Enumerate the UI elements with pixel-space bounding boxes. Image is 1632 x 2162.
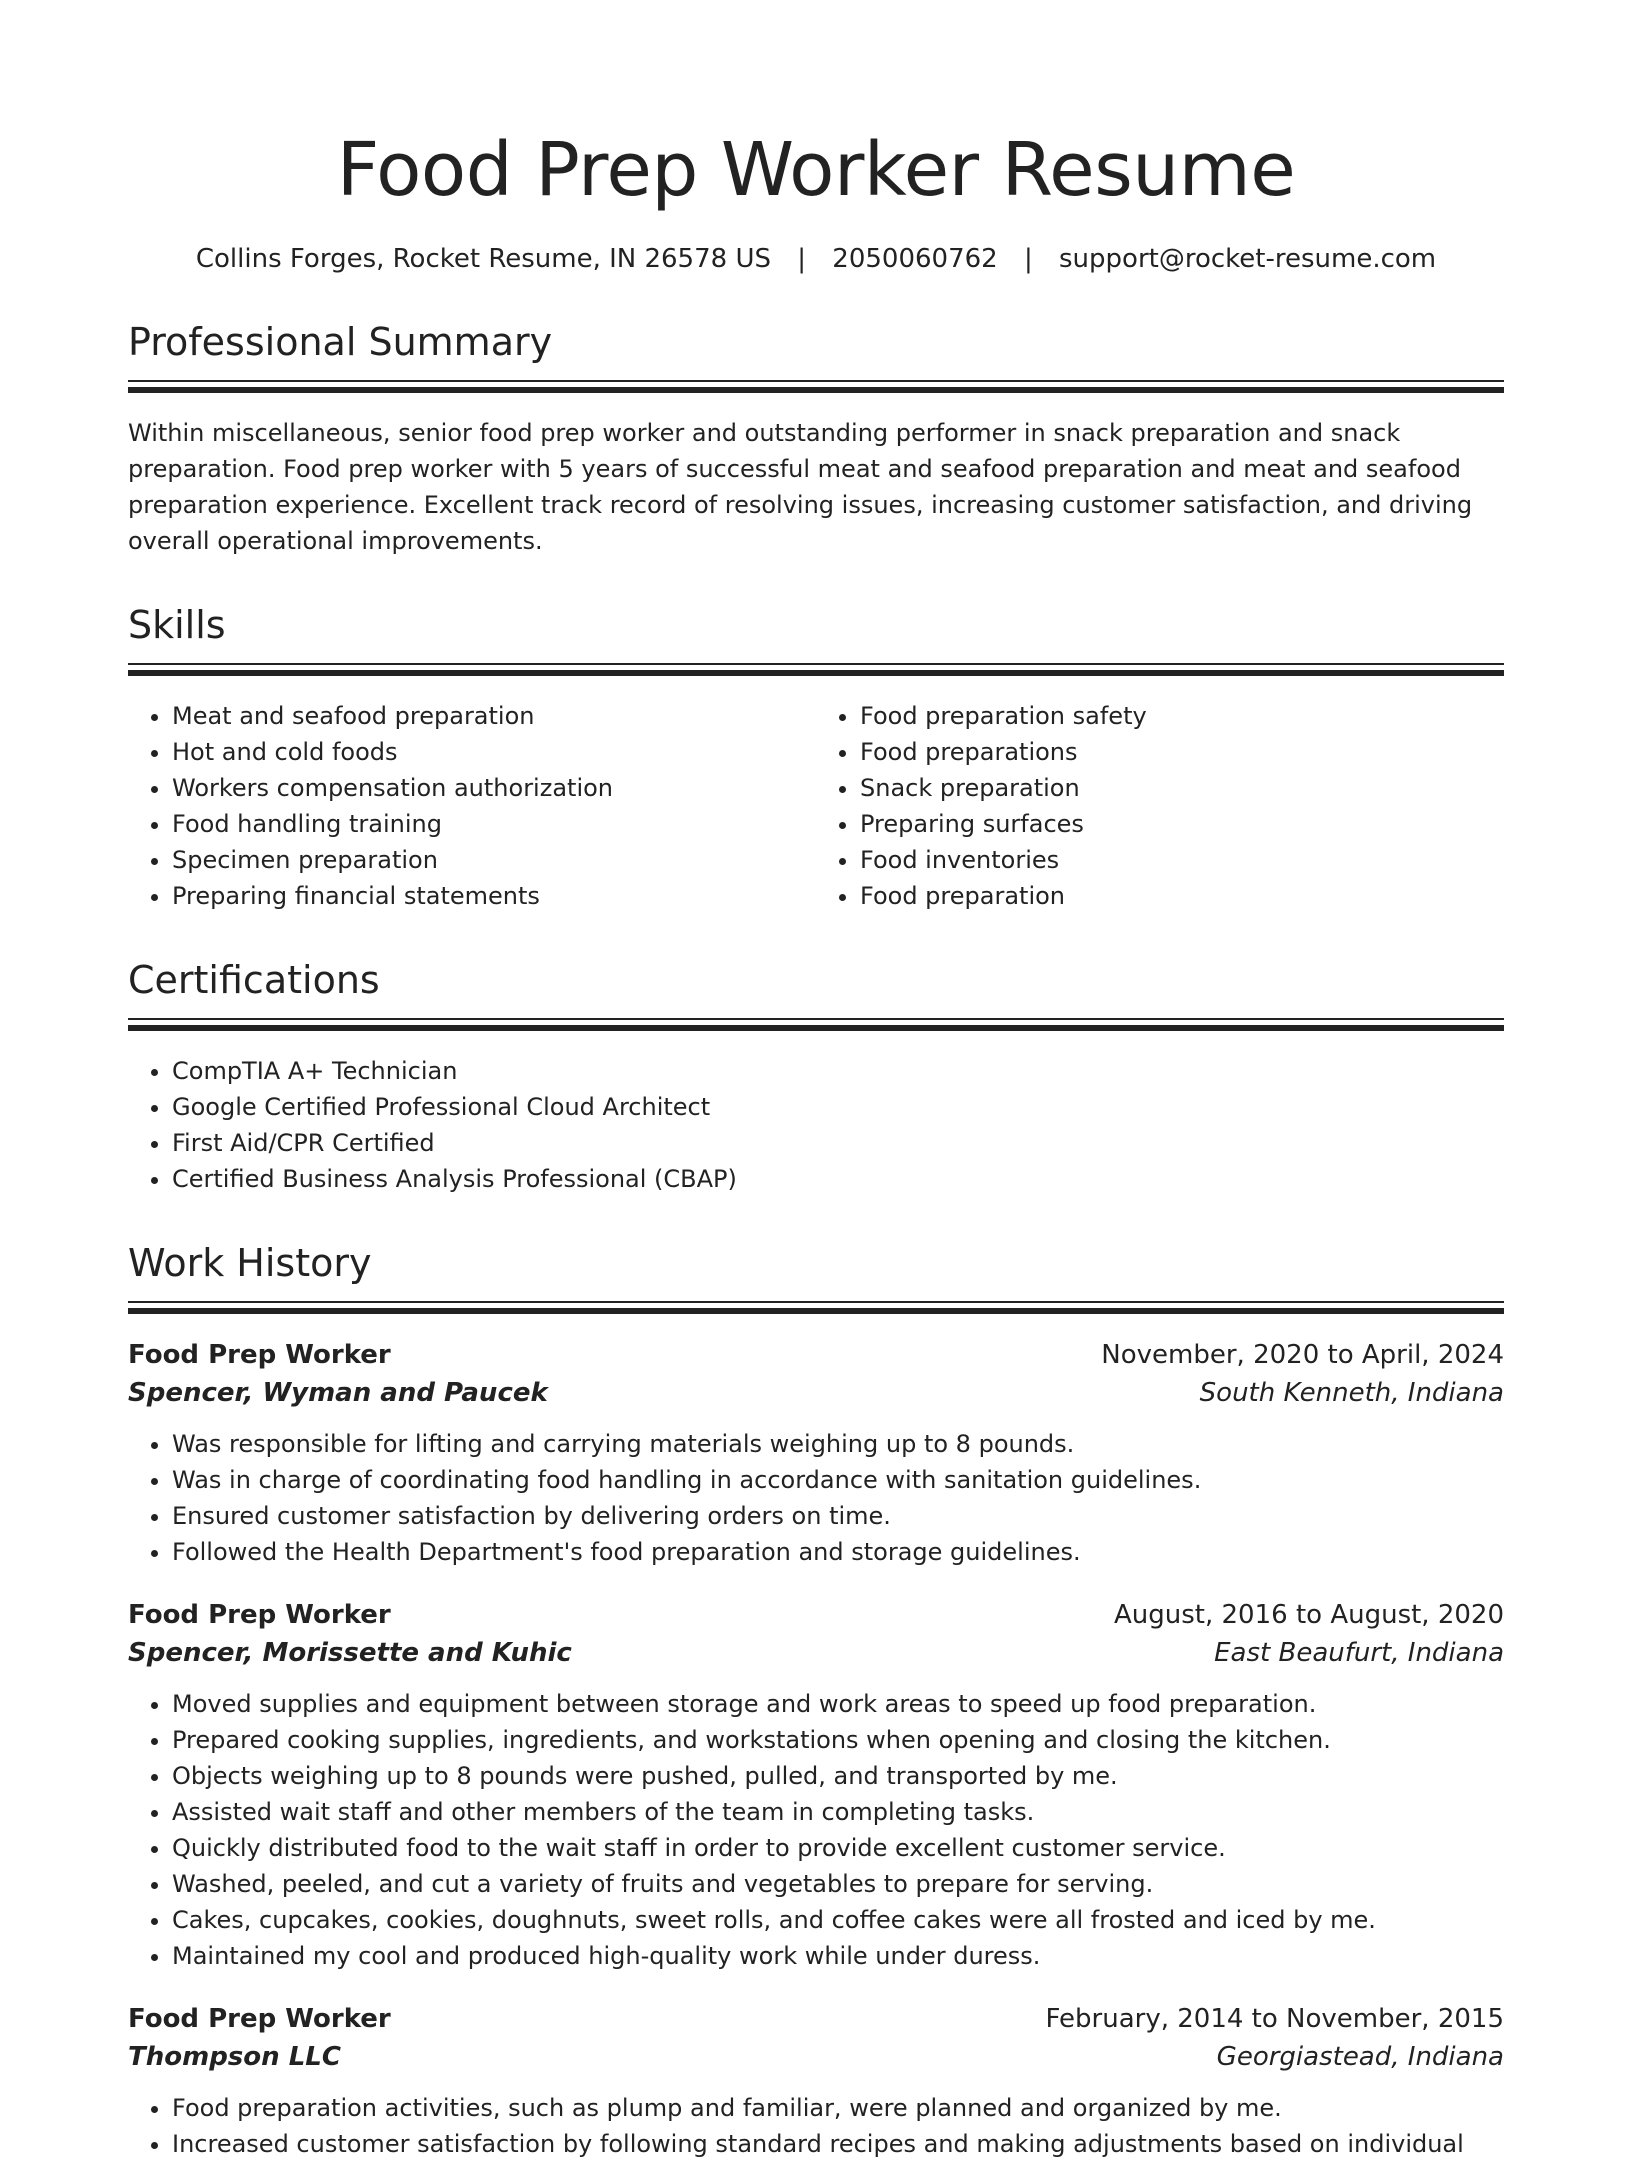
job-duty: • Maintained my cool and produced high-quality work while under duress. [172, 1938, 1504, 1974]
skill-item: • Food handling training [172, 806, 816, 842]
job-entry [128, 1596, 1504, 1974]
job-duty: • Assisted wait staff and other members of the team in completing tasks. [172, 1794, 1504, 1830]
skill-item: • Preparing surfaces [860, 806, 1504, 842]
contact-separator: | [1023, 244, 1033, 274]
job-company: Thompson LLC [128, 2042, 341, 2072]
skill-item: • Hot and cold foods [172, 734, 816, 770]
job-title: Food Prep Worker [128, 1340, 391, 1370]
skill-item: • Snack preparation [860, 770, 1504, 806]
skill-item: • Food preparation [860, 878, 1504, 914]
job-header [128, 1596, 1504, 1634]
job-duty: • Food preparation activities, such as plump and familiar, were planned and organized by me. [172, 2090, 1504, 2126]
job-duty: • Quickly distributed food to the wait staff in order to provide excellent customer service. [172, 1830, 1504, 1866]
contact-address: Collins Forges, Rocket Resume, IN 26578 US [195, 244, 771, 274]
job-title: Food Prep Worker [128, 1600, 391, 1630]
certifications-list [128, 1053, 1504, 1197]
job-company: Spencer, Morissette and Kuhic [128, 1638, 572, 1668]
skills-list-left [128, 698, 816, 914]
job-location: East Beaufurt, Indiana [1214, 1638, 1504, 1668]
section-heading: Certifications [128, 958, 380, 1002]
summary-section [128, 318, 1504, 559]
certification-item: • Google Certified Professional Cloud Architect [172, 1089, 1504, 1125]
contact-separator: | [797, 244, 807, 274]
job-dates: August, 2016 to August, 2020 [1114, 1600, 1504, 1630]
section-heading: Work History [128, 1241, 372, 1285]
certification-item: • First Aid/CPR Certified [172, 1125, 1504, 1161]
job-subheader [128, 1634, 1504, 1672]
job-duty: • Prepared cooking supplies, ingredients, and workstations when opening and closing the kitchen. [172, 1722, 1504, 1758]
job-subheader [128, 2038, 1504, 2076]
job-duty: • Increased customer satisfaction by following standard recipes and making adjustments based on individual [172, 2126, 1504, 2162]
job-duties [128, 1426, 1504, 1570]
job-duty: • Was responsible for lifting and carrying materials weighing up to 8 pounds. [172, 1426, 1504, 1462]
job-location: Georgiastead, Indiana [1216, 2042, 1504, 2072]
job-duty: • Was in charge of coordinating food handling in accordance with sanitation guidelines. [172, 1462, 1504, 1498]
job-dates: November, 2020 to April, 2024 [1101, 1340, 1504, 1370]
section-heading: Skills [128, 603, 226, 647]
section-divider [128, 380, 1504, 393]
job-location: South Kenneth, Indiana [1199, 1378, 1504, 1408]
job-title: Food Prep Worker [128, 2004, 391, 2034]
summary-text: Within miscellaneous, senior food prep worker and outstanding performer in snack preparation and snack preparation. Food prep worker with 5 years of successful meat and seafood preparation and meat and seafood preparation experience. Excellent track record of resolving issues, increasing customer satisfaction, and driving overall operational improvements. [128, 419, 1473, 555]
job-duty: • Washed, peeled, and cut a variety of fruits and vegetables to prepare for serving. [172, 1866, 1504, 1902]
skill-item: • Food preparation safety [860, 698, 1504, 734]
contact-phone: 2050060762 [832, 244, 998, 274]
job-subheader [128, 1374, 1504, 1412]
job-duty: • Moved supplies and equipment between storage and work areas to speed up food preparation. [172, 1686, 1504, 1722]
section-divider [128, 1018, 1504, 1031]
contact-email: support@rocket-resume.com [1059, 244, 1437, 274]
work-history-section [128, 1239, 1504, 2162]
section-divider [128, 1301, 1504, 1314]
job-entry [128, 2000, 1504, 2162]
job-duty: • Cakes, cupcakes, cookies, doughnuts, sweet rolls, and coffee cakes were all frosted and iced by me. [172, 1902, 1504, 1938]
job-company: Spencer, Wyman and Paucek [128, 1378, 548, 1408]
skills-list-right [816, 698, 1504, 914]
skill-item: • Food inventories [860, 842, 1504, 878]
job-duties [128, 2090, 1504, 2162]
section-divider [128, 663, 1504, 676]
job-duty: • Followed the Health Department's food preparation and storage guidelines. [172, 1534, 1504, 1570]
skill-item: • Meat and seafood preparation [172, 698, 816, 734]
job-dates: February, 2014 to November, 2015 [1045, 2004, 1504, 2034]
job-duty: • Objects weighing up to 8 pounds were pushed, pulled, and transported by me. [172, 1758, 1504, 1794]
skills-section [128, 601, 1504, 914]
skill-item: • Workers compensation authorization [172, 770, 816, 806]
certification-item: • CompTIA A+ Technician [172, 1053, 1504, 1089]
section-heading: Professional Summary [128, 320, 553, 364]
job-entry [128, 1336, 1504, 1570]
job-header [128, 2000, 1504, 2038]
certification-item: • Certified Business Analysis Professional (CBAP) [172, 1161, 1504, 1197]
job-header [128, 1336, 1504, 1374]
job-duty: • Ensured customer satisfaction by delivering orders on time. [172, 1498, 1504, 1534]
skills-grid [128, 698, 1504, 914]
skill-item: • Preparing financial statements [172, 878, 816, 914]
certifications-section [128, 956, 1504, 1197]
contact-line [128, 242, 1504, 276]
resume-title: Food Prep Worker Resume [336, 127, 1296, 213]
skill-item: • Specimen preparation [172, 842, 816, 878]
job-duties [128, 1686, 1504, 1974]
skill-item: • Food preparations [860, 734, 1504, 770]
